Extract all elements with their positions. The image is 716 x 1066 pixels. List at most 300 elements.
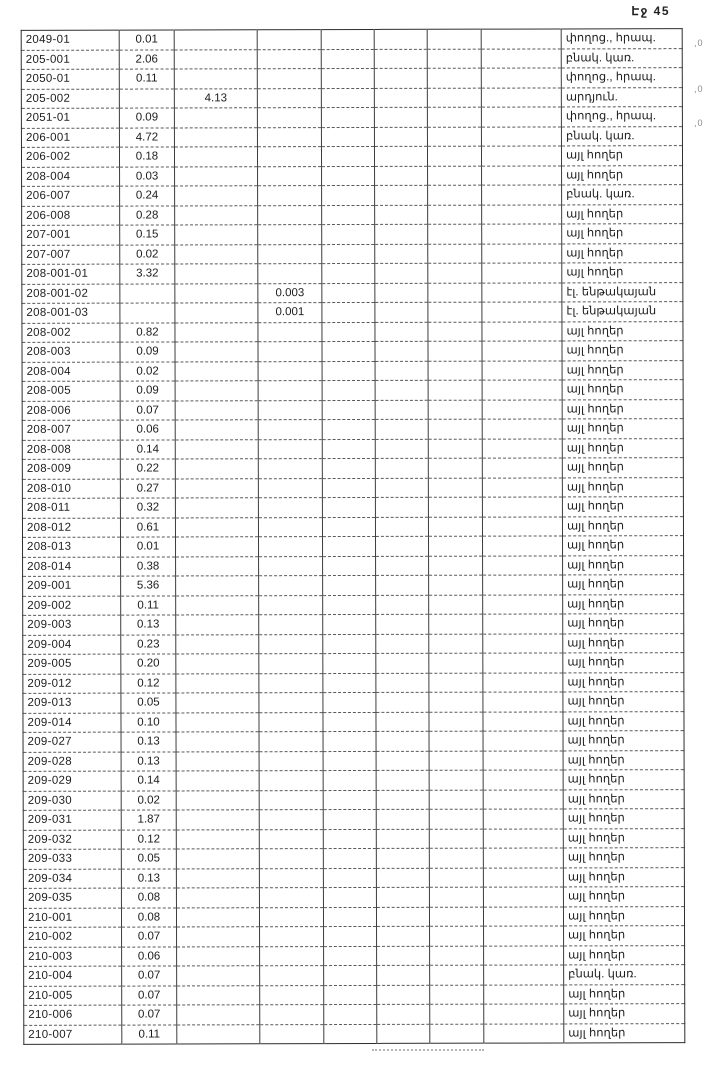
cell-code: 206-008: [22, 206, 120, 226]
cell-v2: [176, 771, 259, 791]
cell-v2: [176, 868, 259, 888]
cell-v1: 0.28: [120, 205, 175, 225]
cell-c7: [428, 166, 482, 186]
cell-code: 209-033: [23, 849, 121, 869]
cell-c6: [376, 634, 429, 654]
land-parcel-table: [21, 28, 686, 1045]
cell-c8: [483, 731, 563, 751]
cell-v3: [259, 615, 323, 635]
cell-v2: [177, 1005, 260, 1025]
cell-c7: [427, 146, 481, 166]
cell-c6: [375, 400, 428, 420]
cell-code: 208-001-02: [22, 284, 120, 304]
cell-type: այլ հողեր: [562, 536, 683, 556]
land-table-body: [21, 29, 685, 1045]
cell-code: 2051-01: [21, 108, 119, 128]
cell-v1: 0.23: [121, 634, 176, 654]
cell-v3: [260, 946, 324, 966]
cell-v3: [259, 771, 323, 791]
cell-c8: [483, 614, 563, 634]
cell-code: 208-003: [22, 342, 120, 362]
cell-c8: [483, 750, 563, 770]
cell-c7: [429, 614, 483, 634]
cell-c8: [482, 282, 562, 302]
cell-c8: [484, 945, 564, 965]
cell-c8: [482, 458, 562, 478]
cell-code: 208-010: [22, 479, 120, 499]
cell-c7: [428, 536, 482, 556]
cell-c6: [376, 790, 429, 810]
table-row: [23, 555, 684, 576]
cell-c6: [376, 907, 429, 927]
cell-v3: [258, 225, 322, 245]
cell-type: այլ հողեր: [564, 926, 685, 946]
cell-c6: [375, 302, 428, 322]
cell-c5: [322, 400, 375, 420]
table-row: [22, 438, 683, 459]
table-row: [24, 945, 685, 966]
cell-v1: [119, 88, 174, 108]
cell-c8: [484, 926, 564, 946]
table-row: [21, 126, 682, 147]
cell-c7: [429, 790, 483, 810]
cell-c5: [323, 770, 376, 790]
cell-c6: [377, 946, 430, 966]
cell-v1: 0.07: [120, 400, 175, 420]
cell-v3: [260, 966, 324, 986]
cell-c6: [374, 88, 427, 108]
cell-c6: [375, 439, 428, 459]
cell-c7: [428, 263, 482, 283]
cell-type: այլ հողեր: [562, 419, 683, 439]
cell-c8: [483, 711, 563, 731]
table-row: [21, 87, 682, 108]
cell-v2: [175, 264, 258, 284]
cell-c8: [482, 165, 562, 185]
cell-v3: [259, 732, 323, 752]
table-row: [21, 48, 682, 69]
table-row: [21, 107, 682, 128]
cell-c6: [374, 146, 427, 166]
cell-code: 210-003: [24, 947, 122, 967]
cell-c8: [483, 828, 563, 848]
cell-v3: [259, 849, 323, 869]
cell-v3: [259, 810, 323, 830]
cell-type: այլ հողեր: [563, 848, 684, 868]
cell-c7: [428, 341, 482, 361]
cell-v3: [258, 400, 322, 420]
cell-v2: [174, 49, 257, 69]
cell-c5: [324, 985, 377, 1005]
cell-v2: [176, 537, 259, 557]
cell-v3: [259, 654, 323, 674]
cell-v1: 0.14: [120, 439, 175, 459]
cell-code: 208-012: [22, 518, 120, 538]
cell-v2: [176, 732, 259, 752]
cell-c8: [481, 29, 561, 49]
cell-c8: [482, 185, 562, 205]
cell-type: այլ հողեր: [562, 477, 683, 497]
cell-v2: [176, 888, 259, 908]
cell-c6: [376, 887, 429, 907]
cell-type: այլ հողեր: [563, 692, 684, 712]
cell-c6: [375, 536, 428, 556]
cell-c8: [482, 204, 562, 224]
cell-v3: [258, 322, 322, 342]
cell-v2: [175, 166, 258, 186]
cell-c7: [427, 107, 481, 127]
cell-c5: [322, 224, 375, 244]
cell-v1: 0.11: [121, 595, 176, 615]
cell-c6: [375, 380, 428, 400]
cell-c8: [481, 126, 561, 146]
cell-v1: 0.05: [121, 849, 176, 869]
table-row: [22, 204, 683, 225]
cell-v1: 0.38: [121, 556, 176, 576]
cell-c8: [483, 653, 563, 673]
table-row: [24, 926, 685, 947]
cell-c5: [321, 107, 374, 127]
cell-v3: [260, 1005, 324, 1025]
cell-v2: [177, 927, 260, 947]
table-row: [22, 419, 683, 440]
cell-c8: [483, 848, 563, 868]
cell-v2: [174, 147, 257, 167]
cell-type: էլ. ենթակայան: [562, 282, 683, 302]
cell-c5: [322, 341, 375, 361]
cell-v2: [175, 283, 258, 303]
cell-v3: [257, 147, 321, 167]
cell-c6: [375, 458, 428, 478]
cell-c5: [322, 185, 375, 205]
cell-type: այլ հողեր: [563, 653, 684, 673]
cell-c6: [374, 29, 427, 49]
cell-c6: [375, 478, 428, 498]
cell-type: այլ հողեր: [563, 789, 684, 809]
cell-c7: [427, 49, 481, 69]
cell-c5: [324, 1004, 377, 1024]
cell-c5: [323, 751, 376, 771]
cell-type: այլ հողեր: [563, 711, 684, 731]
cell-v3: [258, 342, 322, 362]
table-row: [22, 321, 683, 342]
cell-c7: [429, 848, 483, 868]
cell-c8: [481, 68, 561, 88]
cell-c5: [323, 653, 376, 673]
cell-v1: 0.13: [121, 615, 176, 635]
cell-code: 210-004: [24, 966, 122, 986]
table-row: [24, 965, 685, 986]
cell-v3: [258, 498, 322, 518]
cell-type: այլ հողեր: [564, 1004, 685, 1024]
table-row: [24, 1023, 685, 1044]
cell-v1: 0.20: [121, 654, 176, 674]
cell-v2: [175, 205, 258, 225]
cell-type: այլ հողեր: [562, 263, 683, 283]
cell-v2: [175, 322, 258, 342]
cell-v1: 0.10: [121, 712, 176, 732]
cell-c8: [483, 906, 563, 926]
table-row: [24, 1004, 685, 1025]
cell-c8: [481, 87, 561, 107]
cell-c7: [430, 946, 484, 966]
cell-v2: [176, 829, 259, 849]
cell-code: 210-002: [24, 927, 122, 947]
cell-v3: [260, 1024, 324, 1044]
land-table-container: [21, 28, 686, 1045]
scan-margin-mark: ,0: [694, 118, 704, 128]
cell-c5: [323, 848, 376, 868]
cell-type: այլ հողեր: [563, 633, 684, 653]
cell-v1: 0.11: [119, 69, 174, 89]
cell-v3: [258, 517, 322, 537]
table-row: [22, 360, 683, 381]
cell-c7: [430, 965, 484, 985]
scan-margin-mark: ,0: [694, 38, 704, 48]
cell-code: 206-007: [22, 186, 120, 206]
cell-c5: [323, 809, 376, 829]
cell-c6: [376, 575, 429, 595]
cell-type: այլ հողեր: [562, 458, 683, 478]
cell-code: 206-002: [21, 147, 119, 167]
cell-v1: 0.07: [122, 1005, 177, 1025]
cell-v3: [259, 537, 323, 557]
cell-code: 208-014: [23, 557, 121, 577]
cell-type: էլ. ենթակայան: [562, 302, 683, 322]
cell-c5: [322, 263, 375, 283]
cell-c6: [376, 829, 429, 849]
cell-c6: [375, 517, 428, 537]
cell-v1: 0.09: [120, 381, 175, 401]
cell-v3: [259, 712, 323, 732]
cell-type: այլ հողեր: [563, 614, 684, 634]
cell-code: 210-001: [23, 908, 121, 928]
cell-v2: [175, 186, 258, 206]
table-row: [22, 302, 683, 323]
cell-v2: [177, 946, 260, 966]
cell-v1: [120, 283, 175, 303]
cell-v2: [175, 303, 258, 323]
table-row: [22, 243, 683, 264]
table-row: [23, 731, 684, 752]
cell-c7: [428, 517, 482, 537]
cell-v2: [175, 361, 258, 381]
cell-c6: [375, 497, 428, 517]
cell-c7: [430, 985, 484, 1005]
cell-c7: [429, 575, 483, 595]
cell-v1: 0.12: [121, 673, 176, 693]
table-row: [24, 984, 685, 1005]
cell-v2: [175, 459, 258, 479]
table-row: [22, 282, 683, 303]
cell-type: այլ հողեր: [568, 1026, 626, 1039]
cell-v3: [259, 790, 323, 810]
cell-c8: [482, 438, 562, 458]
cell-v2: [177, 985, 260, 1005]
cell-c7: [428, 224, 482, 244]
cell-type: բնակ. կառ.: [564, 965, 685, 985]
cell-c5: [323, 536, 376, 556]
cell-c6: [377, 965, 430, 985]
cell-type: այլ հողեր: [561, 146, 682, 166]
cell-v2: [174, 69, 257, 89]
cell-v1: 4.72: [119, 127, 174, 147]
cell-c8: [482, 536, 562, 556]
table-row: [23, 906, 684, 927]
cell-c6: [376, 595, 429, 615]
cell-c8: [482, 224, 562, 244]
scan-margin-mark: ,0: [694, 84, 704, 94]
cell-c5: [321, 127, 374, 147]
cell-type: այլ հողեր: [564, 984, 685, 1004]
table-row: [22, 341, 683, 362]
cell-c6: [376, 556, 429, 576]
cell-v2: [176, 576, 259, 596]
table-row: [21, 146, 682, 167]
cell-v3: [258, 420, 322, 440]
cell-c8: [483, 867, 563, 887]
cell-c7: [429, 634, 483, 654]
table-row: [21, 68, 682, 89]
cell-v1: 0.06: [120, 420, 175, 440]
cell-code: 208-006: [22, 401, 120, 421]
cell-c7: [427, 88, 481, 108]
cell-code: 209-034: [23, 869, 121, 889]
cell-code: 208-004: [22, 362, 120, 382]
cell-v2: [176, 849, 259, 869]
cell-c6: [376, 809, 429, 829]
cell-v1: 1.87: [121, 810, 176, 830]
cell-type: այլ հողեր: [563, 867, 684, 887]
cell-v1: 0.24: [120, 186, 175, 206]
cell-v1: 0.05: [121, 693, 176, 713]
cell-c8: [483, 594, 563, 614]
cell-c7: [429, 731, 483, 751]
cell-code: 208-008: [22, 440, 120, 460]
cell-c8: [483, 887, 563, 907]
cell-v3: [258, 361, 322, 381]
cell-c8: [483, 770, 563, 790]
cell-code: 209-030: [23, 791, 121, 811]
cell-c8: [482, 360, 562, 380]
cell-c7: [429, 770, 483, 790]
cell-code: 210-006: [24, 1005, 122, 1025]
cell-type: այլ հողեր: [562, 516, 683, 536]
table-row: [23, 809, 684, 830]
cell-c5: [322, 322, 375, 342]
cell-v3: [260, 927, 324, 947]
cell-v1: 0.01: [121, 537, 176, 557]
cell-c8: [483, 555, 563, 575]
cell-c7: [428, 361, 482, 381]
cell-v2: [177, 966, 260, 986]
cell-v1: 0.02: [120, 361, 175, 381]
cell-c8: [482, 302, 562, 322]
cell-v3: [257, 127, 321, 147]
cell-c6: [375, 185, 428, 205]
cell-v2: [175, 517, 258, 537]
table-row: [23, 633, 684, 654]
cell-code: 208-005: [22, 381, 120, 401]
cell-v2: [176, 751, 259, 771]
table-row: [23, 867, 684, 888]
cell-c5: [324, 946, 377, 966]
cell-type: այլ հողեր: [562, 438, 683, 458]
cell-v2: [176, 634, 259, 654]
cell-type: այլ հողեր: [562, 341, 683, 361]
cell-type: այլ հողեր: [563, 575, 684, 595]
cell-c7: [429, 692, 483, 712]
cell-c5: [323, 887, 376, 907]
cell-code: 208-013: [23, 537, 121, 557]
cell-c7: [428, 185, 482, 205]
cell-c6: [374, 68, 427, 88]
cell-type: այլ հողեր: [562, 165, 683, 185]
cell-v3: [259, 751, 323, 771]
cell-c7: [427, 127, 481, 147]
cell-v3: [259, 907, 323, 927]
cell-v2: [175, 225, 258, 245]
cell-c5: [322, 166, 375, 186]
cell-type: այլ հողեր: [562, 224, 683, 244]
cell-v1: 0.07: [122, 927, 177, 947]
cell-c7: [429, 907, 483, 927]
table-row: [23, 575, 684, 596]
cell-v3: [259, 868, 323, 888]
cell-c7: [429, 868, 483, 888]
cell-type: բնակ. կառ.: [562, 185, 683, 205]
cell-c7: [429, 751, 483, 771]
cell-c5: [322, 302, 375, 322]
cell-code: 208-011: [22, 498, 120, 518]
cell-v2: [176, 615, 259, 635]
cell-c5: [322, 439, 375, 459]
cell-type: այլ հողեր: [563, 594, 684, 614]
cell-c6: [376, 614, 429, 634]
cell-c6: [376, 692, 429, 712]
cell-c6: [377, 1024, 430, 1044]
cell-c5: [322, 478, 375, 498]
cell-c8: [484, 1004, 564, 1024]
cell-c5: [321, 146, 374, 166]
cell-c8: [484, 1023, 564, 1043]
cell-c6: [375, 361, 428, 381]
cell-c7: [429, 887, 483, 907]
cell-c6: [375, 322, 428, 342]
cell-c8: [481, 146, 561, 166]
table-row: [23, 711, 684, 732]
cell-type: այլ հողեր: [563, 750, 684, 770]
table-row: [22, 380, 683, 401]
cell-c7: [430, 1004, 484, 1024]
cell-v1: 0.03: [120, 166, 175, 186]
cell-type: այլ հողեր: [562, 321, 683, 341]
table-row: [22, 497, 683, 518]
cell-v2: [177, 1024, 260, 1044]
cell-type: այլ հողեր: [563, 828, 684, 848]
cell-c5: [321, 49, 374, 69]
cell-v1: 0.15: [120, 225, 175, 245]
cell-v3: [258, 478, 322, 498]
cell-c5: [323, 634, 376, 654]
cell-v3: [259, 634, 323, 654]
cell-code: 206-001: [21, 128, 119, 148]
cell-v1: 0.08: [121, 888, 176, 908]
cell-c7: [428, 458, 482, 478]
cell-c7: [430, 1024, 484, 1044]
cell-type: այլ հողեր: [563, 731, 684, 751]
cell-code: 209-027: [23, 732, 121, 752]
